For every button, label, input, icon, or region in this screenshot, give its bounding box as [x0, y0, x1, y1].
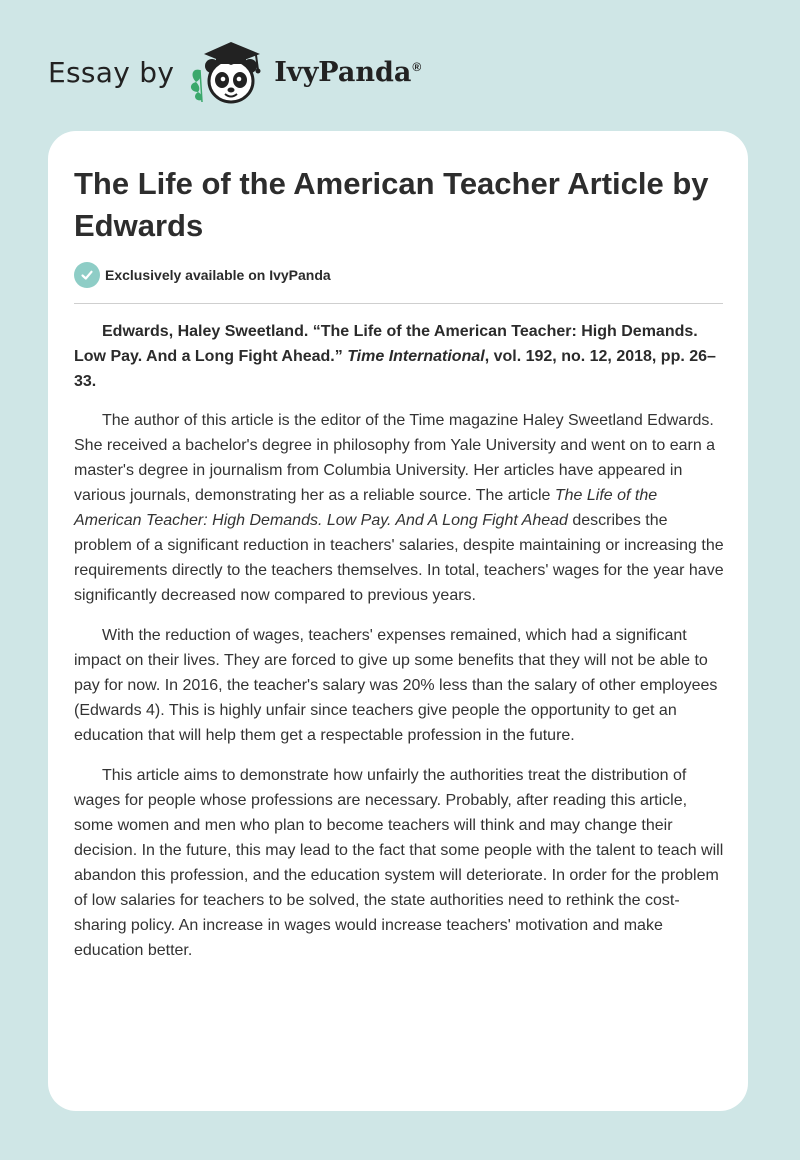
essay-card — [48, 131, 748, 1111]
article-title-italic: The Life of the American Teacher: High Demands. Low Pay. And A Long Fight Ahead — [74, 487, 658, 529]
paragraph-2: With the reduction of wages, teachers' expenses remained, which had a significant impact on their lives. They are forced to give up some benefits that they will not be able to pay for now. In 2016, the teacher's salary was 20% less than the salary of other employees (Edwards 4). This is highly unfair since teachers give people the opportunity to get an education that will help them get a respectable profession in the future. — [74, 627, 718, 744]
essay-body — [74, 319, 726, 978]
page-title: The Life of the American Teacher Article by Edwards — [74, 166, 709, 243]
essay-by-label: Essay by — [48, 55, 175, 89]
paragraph-1: The author of this article is the editor of the Time magazine Haley Sweetland Edwards. She received a bachelor's degree in philosophy from Yale University and went on to earn a master's degree in journalism from Columbia University. Her articles have appeared in various journals, demonstrating her as a reliable source. The article The Life of the American Teacher: High Demands. Low Pay. And A Long Fight Ahead describes the problem of a significant reduction in teachers' salaries, despite maintaining or increasing the requirements directly to the teachers themselves. In total, teachers' wages for the year have significantly decreased now compared to previous years. — [74, 412, 724, 604]
brand-name: IvyPanda® — [274, 56, 422, 88]
ivypanda-logo[interactable] — [188, 36, 421, 108]
panda-graduate-icon — [188, 36, 276, 108]
checkmark-icon — [74, 262, 100, 288]
exclusive-badge — [74, 262, 331, 288]
citation: Edwards, Haley Sweetland. “The Life of the American Teacher: High Demands. Low Pay. And a Long Fight Ahead.” Time International, vol. 192, no. 12, 2018, pp. 26–33. — [74, 323, 716, 390]
site-header — [48, 36, 421, 108]
journal-name: Time International — [347, 348, 485, 365]
divider — [74, 303, 723, 304]
registered-mark: ® — [412, 59, 422, 74]
badge-text: Exclusively available on IvyPanda — [105, 267, 331, 283]
paragraph-3: This article aims to demonstrate how unfairly the authorities treat the distribution of wages for people whose professions are necessary. Probably, after reading this article, some women and men who plan to become teachers will think and may change their decision. In the future, this may lead to the fact that some people with the talent to teach will abandon this profession, and the education system will deteriorate. In order for the problem of low salaries for teachers to be solved, the state authorities need to rethink the cost-sharing policy. An increase in wages would increase teachers' motivation and make education better. — [74, 767, 724, 959]
